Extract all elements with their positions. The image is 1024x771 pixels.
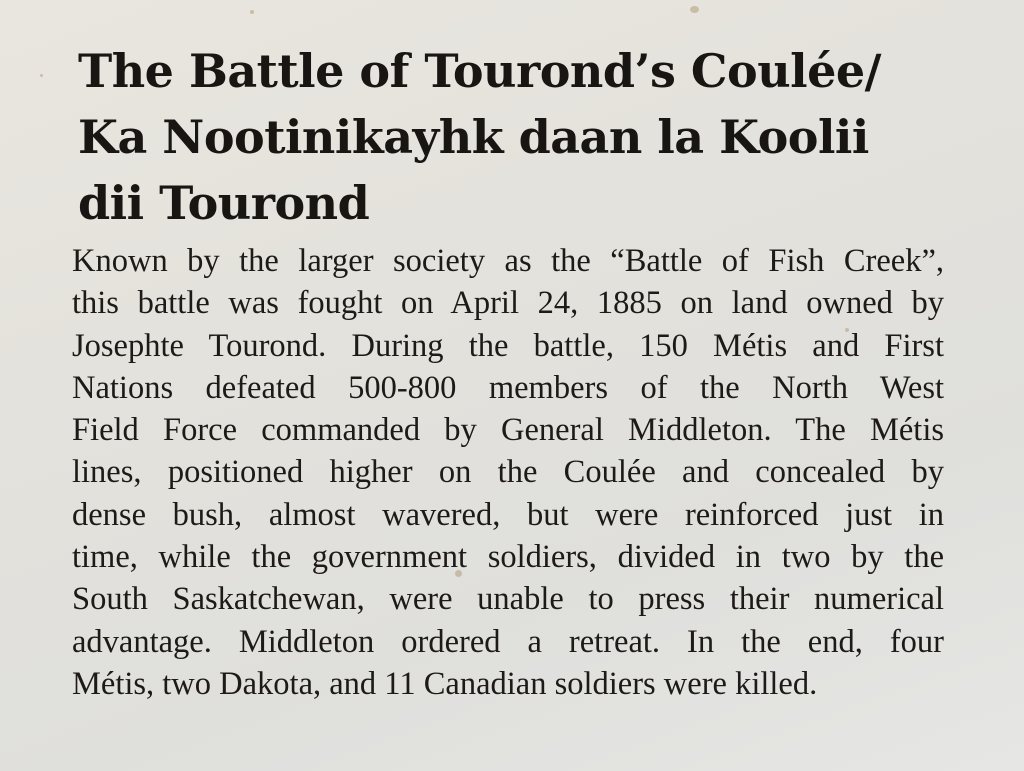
- body-line: dense bush, almost wavered, but were reinforced just in: [72, 496, 944, 533]
- body-line: lines, positioned higher on the Coulée and concealed by: [72, 454, 944, 491]
- sign-body-paragraph: [72, 240, 944, 705]
- sign-title: [78, 38, 978, 236]
- body-line: South Saskatchewan, were unable to press their numerical: [72, 581, 944, 618]
- title-line: The Battle of Tourond’s Coulée/: [78, 44, 881, 98]
- body-line: this battle was fought on April 24, 1885 on land owned by: [72, 285, 944, 322]
- body-line: Field Force commanded by General Middleton. The Métis: [72, 412, 944, 449]
- body-line: advantage. Middleton ordered a retreat. In the end, four: [72, 623, 944, 660]
- weathering-spot: [40, 74, 43, 77]
- title-line: dii Tourond: [78, 176, 370, 230]
- body-line: Métis, two Dakota, and 11 Canadian soldiers were killed.: [72, 665, 818, 702]
- body-line: Josephte Tourond. During the battle, 150 Métis and First: [72, 327, 944, 364]
- title-line: Ka Nootinikayhk daan la Koolii: [78, 110, 869, 164]
- weathering-spot: [690, 6, 699, 13]
- body-line: time, while the government soldiers, divided in two by the: [72, 539, 944, 576]
- weathering-spot: [250, 10, 254, 14]
- body-line: Known by the larger society as the “Battle of Fish Creek”,: [72, 243, 944, 279]
- body-line: Nations defeated 500-800 members of the North West: [72, 369, 944, 406]
